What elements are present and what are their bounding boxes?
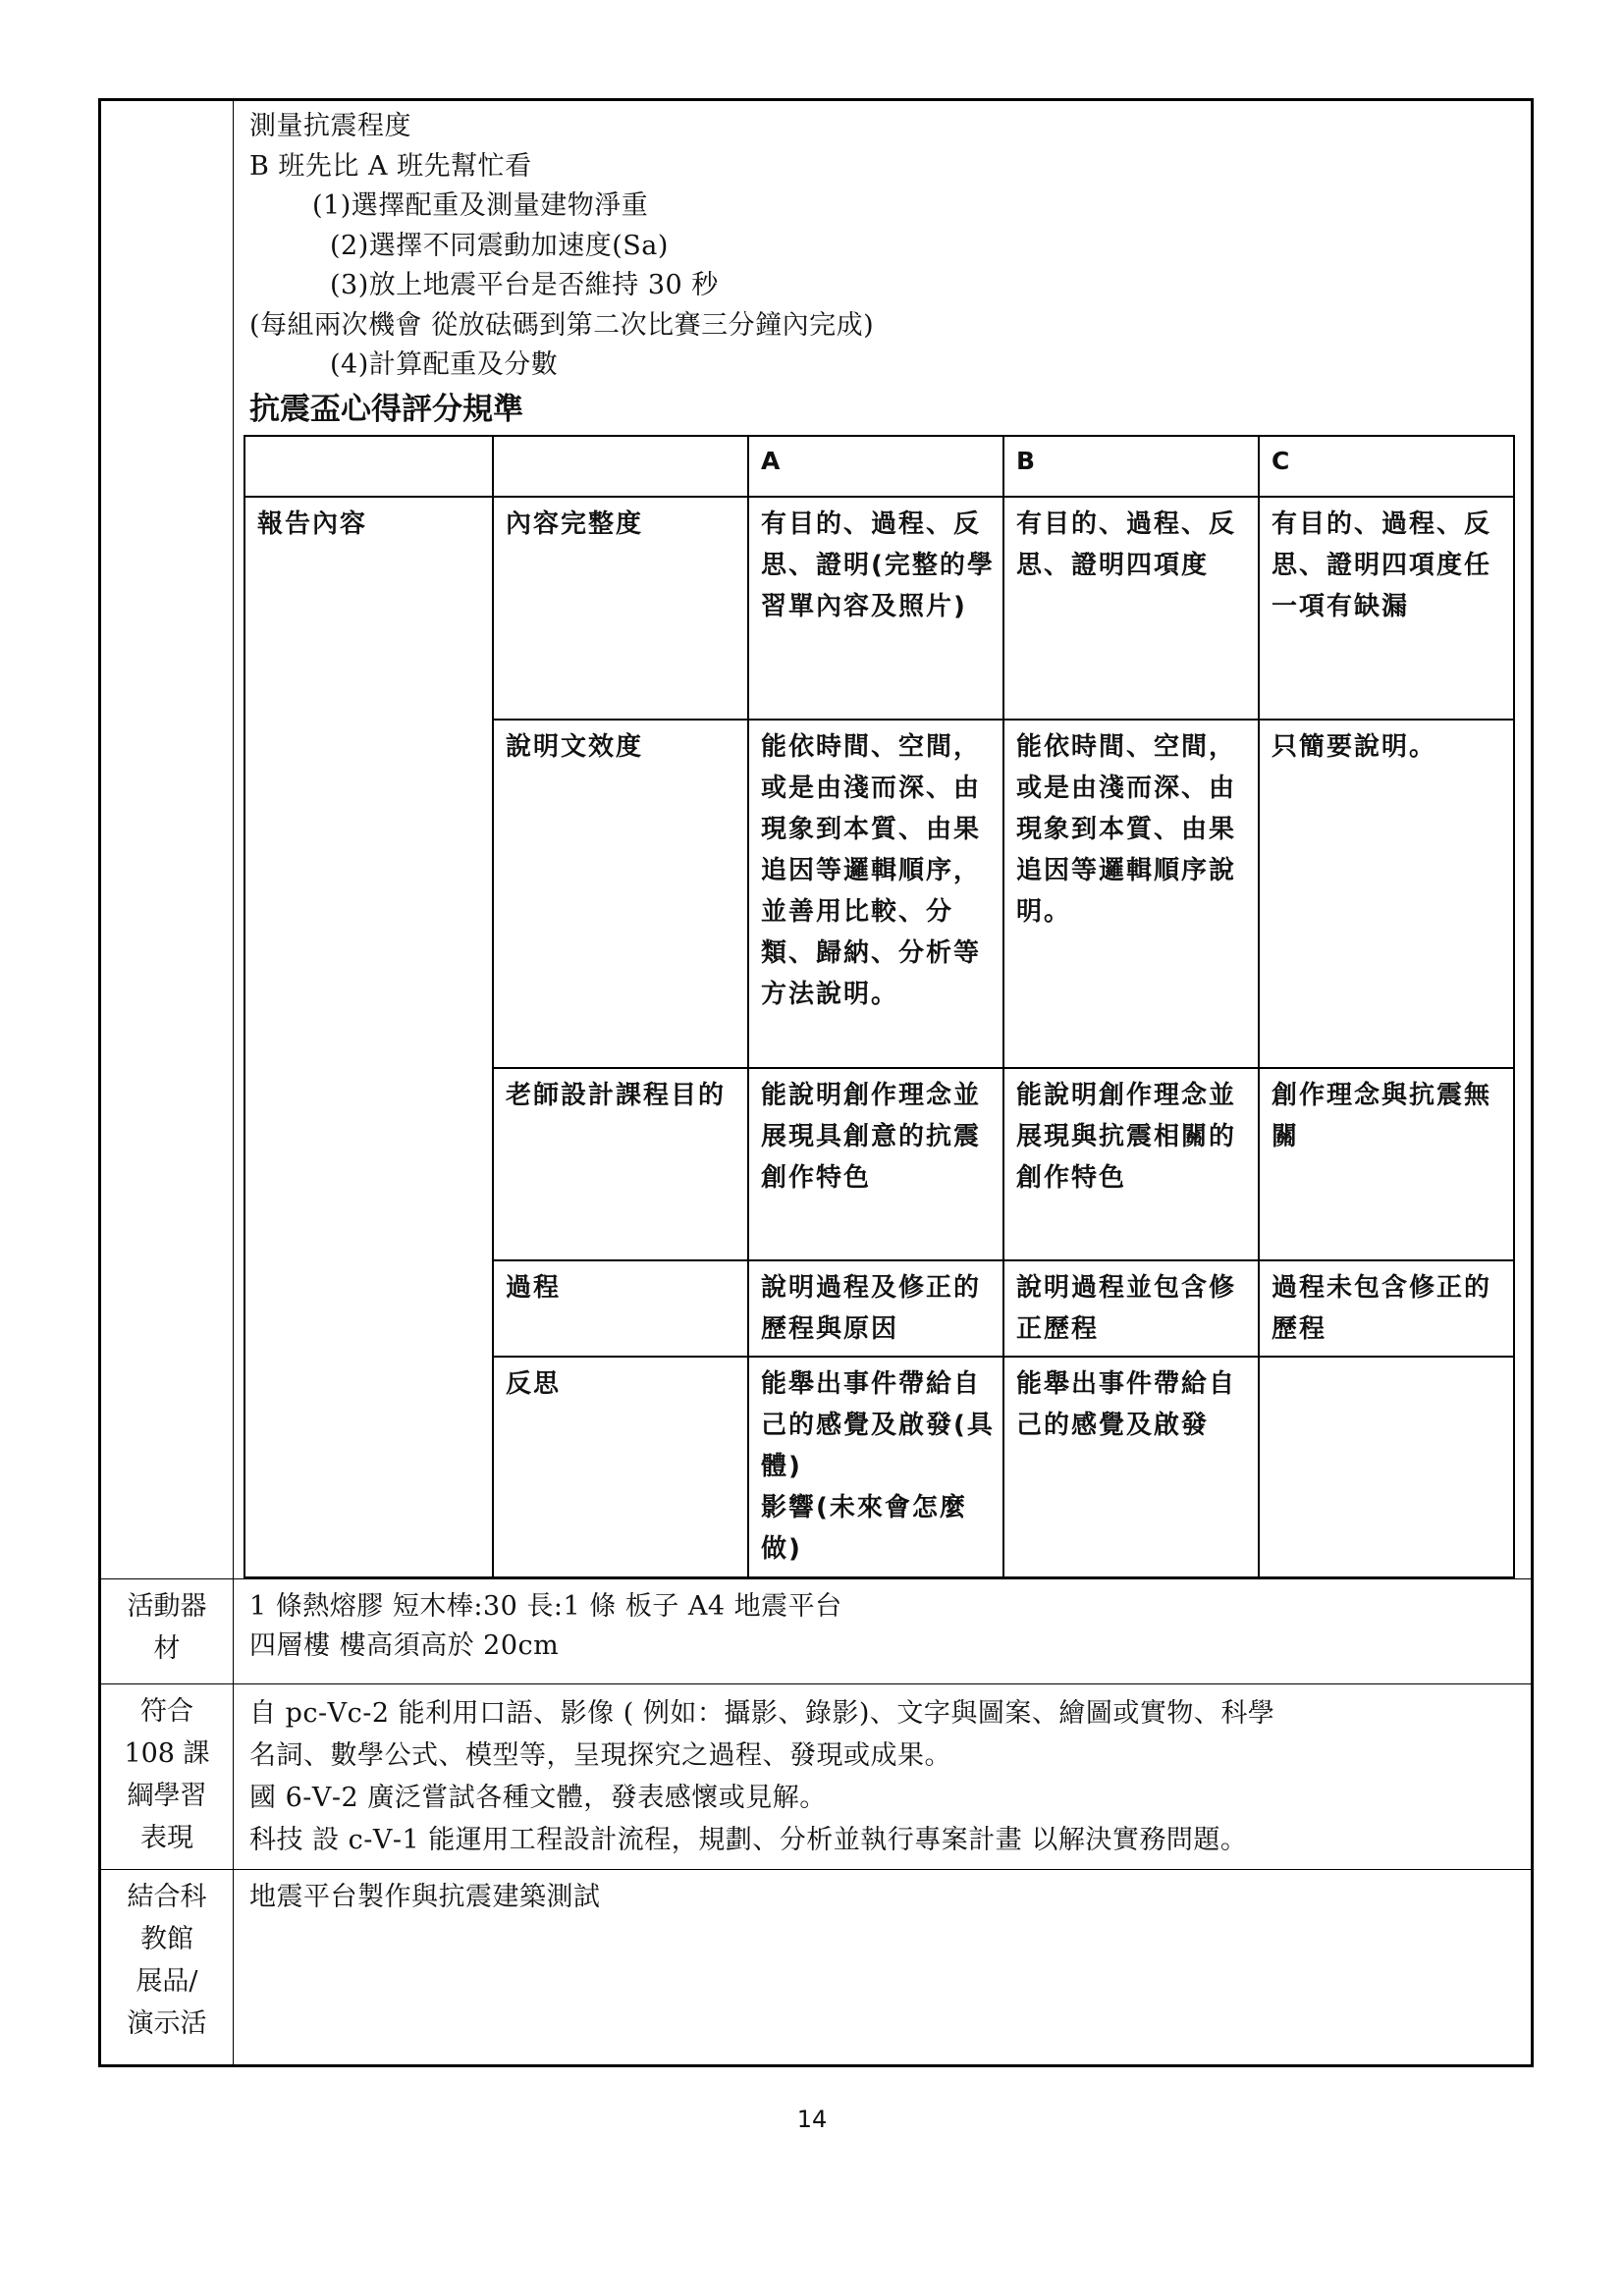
equipment-line: 1 條熱熔膠 短木棒:30 長:1 條 板子 A4 地震平台 (249, 1590, 842, 1622)
rubric-cell-c: 有目的、過程、反思、證明四項度任一項有缺漏 (1259, 497, 1514, 720)
rubric-header: A (748, 436, 1003, 497)
intro-step: (1)選擇配重及測量建物淨重 (312, 190, 649, 221)
museum-label: 結合科 教館 展品/ 演示活 (101, 1870, 234, 2064)
curriculum-row (101, 1684, 1531, 1870)
rubric-criterion: 說明文效度 (493, 720, 748, 1068)
rubric-header (493, 436, 748, 497)
lesson-plan-table (98, 98, 1534, 2067)
intro-note: (每組兩次機會 從放砝碼到第二次比賽三分鐘內完成) (249, 309, 875, 341)
activity-label-cell (101, 101, 234, 1578)
rubric-header-row (244, 436, 1514, 497)
intro-line: 測量抗震程度 (249, 111, 411, 141)
rubric-criterion: 內容完整度 (493, 497, 748, 720)
museum-row (101, 1870, 1531, 2064)
museum-content (234, 1870, 1531, 2064)
rubric-cell-c: 過程未包含修正的歷程 (1259, 1260, 1514, 1357)
rubric-cell-b: 能說明創作理念並展現與抗震相關的創作特色 (1003, 1068, 1259, 1260)
intro-line: B 班先比 A 班先幫忙看 (249, 150, 532, 182)
rubric-cell-a: 能依時間、空間，或是由淺而深、由現象到本質、由果追因等邏輯順序，並善用比較、分類、歸納、分析等方法說明。 (748, 720, 1003, 1068)
museum-line: 地震平台製作與抗震建築測試 (249, 1881, 601, 1912)
rubric-cell-a: 能舉出事件帶給自己的感覺及啟發(具體) 影響(未來會怎麼做) (748, 1357, 1003, 1577)
intro-step: (2)選擇不同震動加速度(Sa) (330, 230, 669, 261)
rubric-cell-b: 能舉出事件帶給自己的感覺及啟發 (1003, 1357, 1259, 1577)
activity-row (101, 101, 1531, 1579)
equipment-content (234, 1579, 1531, 1683)
rubric-cell-b: 有目的、過程、反思、證明四項度 (1003, 497, 1259, 720)
rubric-criterion: 老師設計課程目的 (493, 1068, 748, 1260)
rubric-header (244, 436, 493, 497)
rubric-cell-b: 能依時間、空間，或是由淺而深、由現象到本質、由果追因等邏輯順序說明。 (1003, 720, 1259, 1068)
page-number: 14 (796, 2106, 828, 2133)
intro-step: (4)計算配重及分數 (330, 349, 559, 380)
rubric-cell-a: 能說明創作理念並展現具創意的抗震創作特色 (748, 1068, 1003, 1260)
rubric-criterion: 反思 (493, 1357, 748, 1577)
rubric-cell-a: 說明過程及修正的歷程與原因 (748, 1260, 1003, 1357)
rubric-cell-b: 說明過程並包含修正歷程 (1003, 1260, 1259, 1357)
curriculum-label: 符合 108 課 綱學習 表現 (101, 1684, 234, 1869)
rubric-category: 報告內容 (244, 497, 493, 1577)
rubric-cell-a: 有目的、過程、反思、證明(完整的學習單內容及照片) (748, 497, 1003, 720)
activity-content (234, 101, 1531, 1578)
curriculum-line: 自 pc-Ⅴc-2 能利用口語、影像 ( 例如：攝影、錄影)、文字與圖案、繪圖或實物、科學 (249, 1697, 1275, 1729)
rubric-header: B (1003, 436, 1259, 497)
rubric-header: C (1259, 436, 1514, 497)
equipment-line: 四層樓 樓高須高於 20cm (249, 1630, 560, 1661)
rubric-criterion: 過程 (493, 1260, 748, 1357)
rubric-cell-c: 創作理念與抗震無關 (1259, 1068, 1514, 1260)
curriculum-content (234, 1684, 1531, 1869)
curriculum-line: 科技 設 c-Ⅴ-1 能運用工程設計流程，規劃、分析並執行專案計畫 以解決實務問題。 (249, 1824, 1248, 1855)
curriculum-line: 國 6-Ⅴ-2 廣泛嘗試各種文體，發表感懷或見解。 (249, 1782, 827, 1813)
rubric-cell-c (1259, 1357, 1514, 1577)
intro-step: (3)放上地震平台是否維持 30 秒 (330, 270, 719, 300)
rubric-table (244, 435, 1515, 1578)
equipment-label: 活動器 材 (101, 1579, 234, 1683)
rubric-row (244, 497, 1514, 720)
rubric-cell-c: 只簡要說明。 (1259, 720, 1514, 1068)
rubric-title: 抗震盃心得評分規準 (249, 391, 523, 427)
equipment-row (101, 1579, 1531, 1684)
curriculum-line: 名詞、數學公式、模型等，呈現探究之過程、發現或成果。 (249, 1739, 951, 1771)
